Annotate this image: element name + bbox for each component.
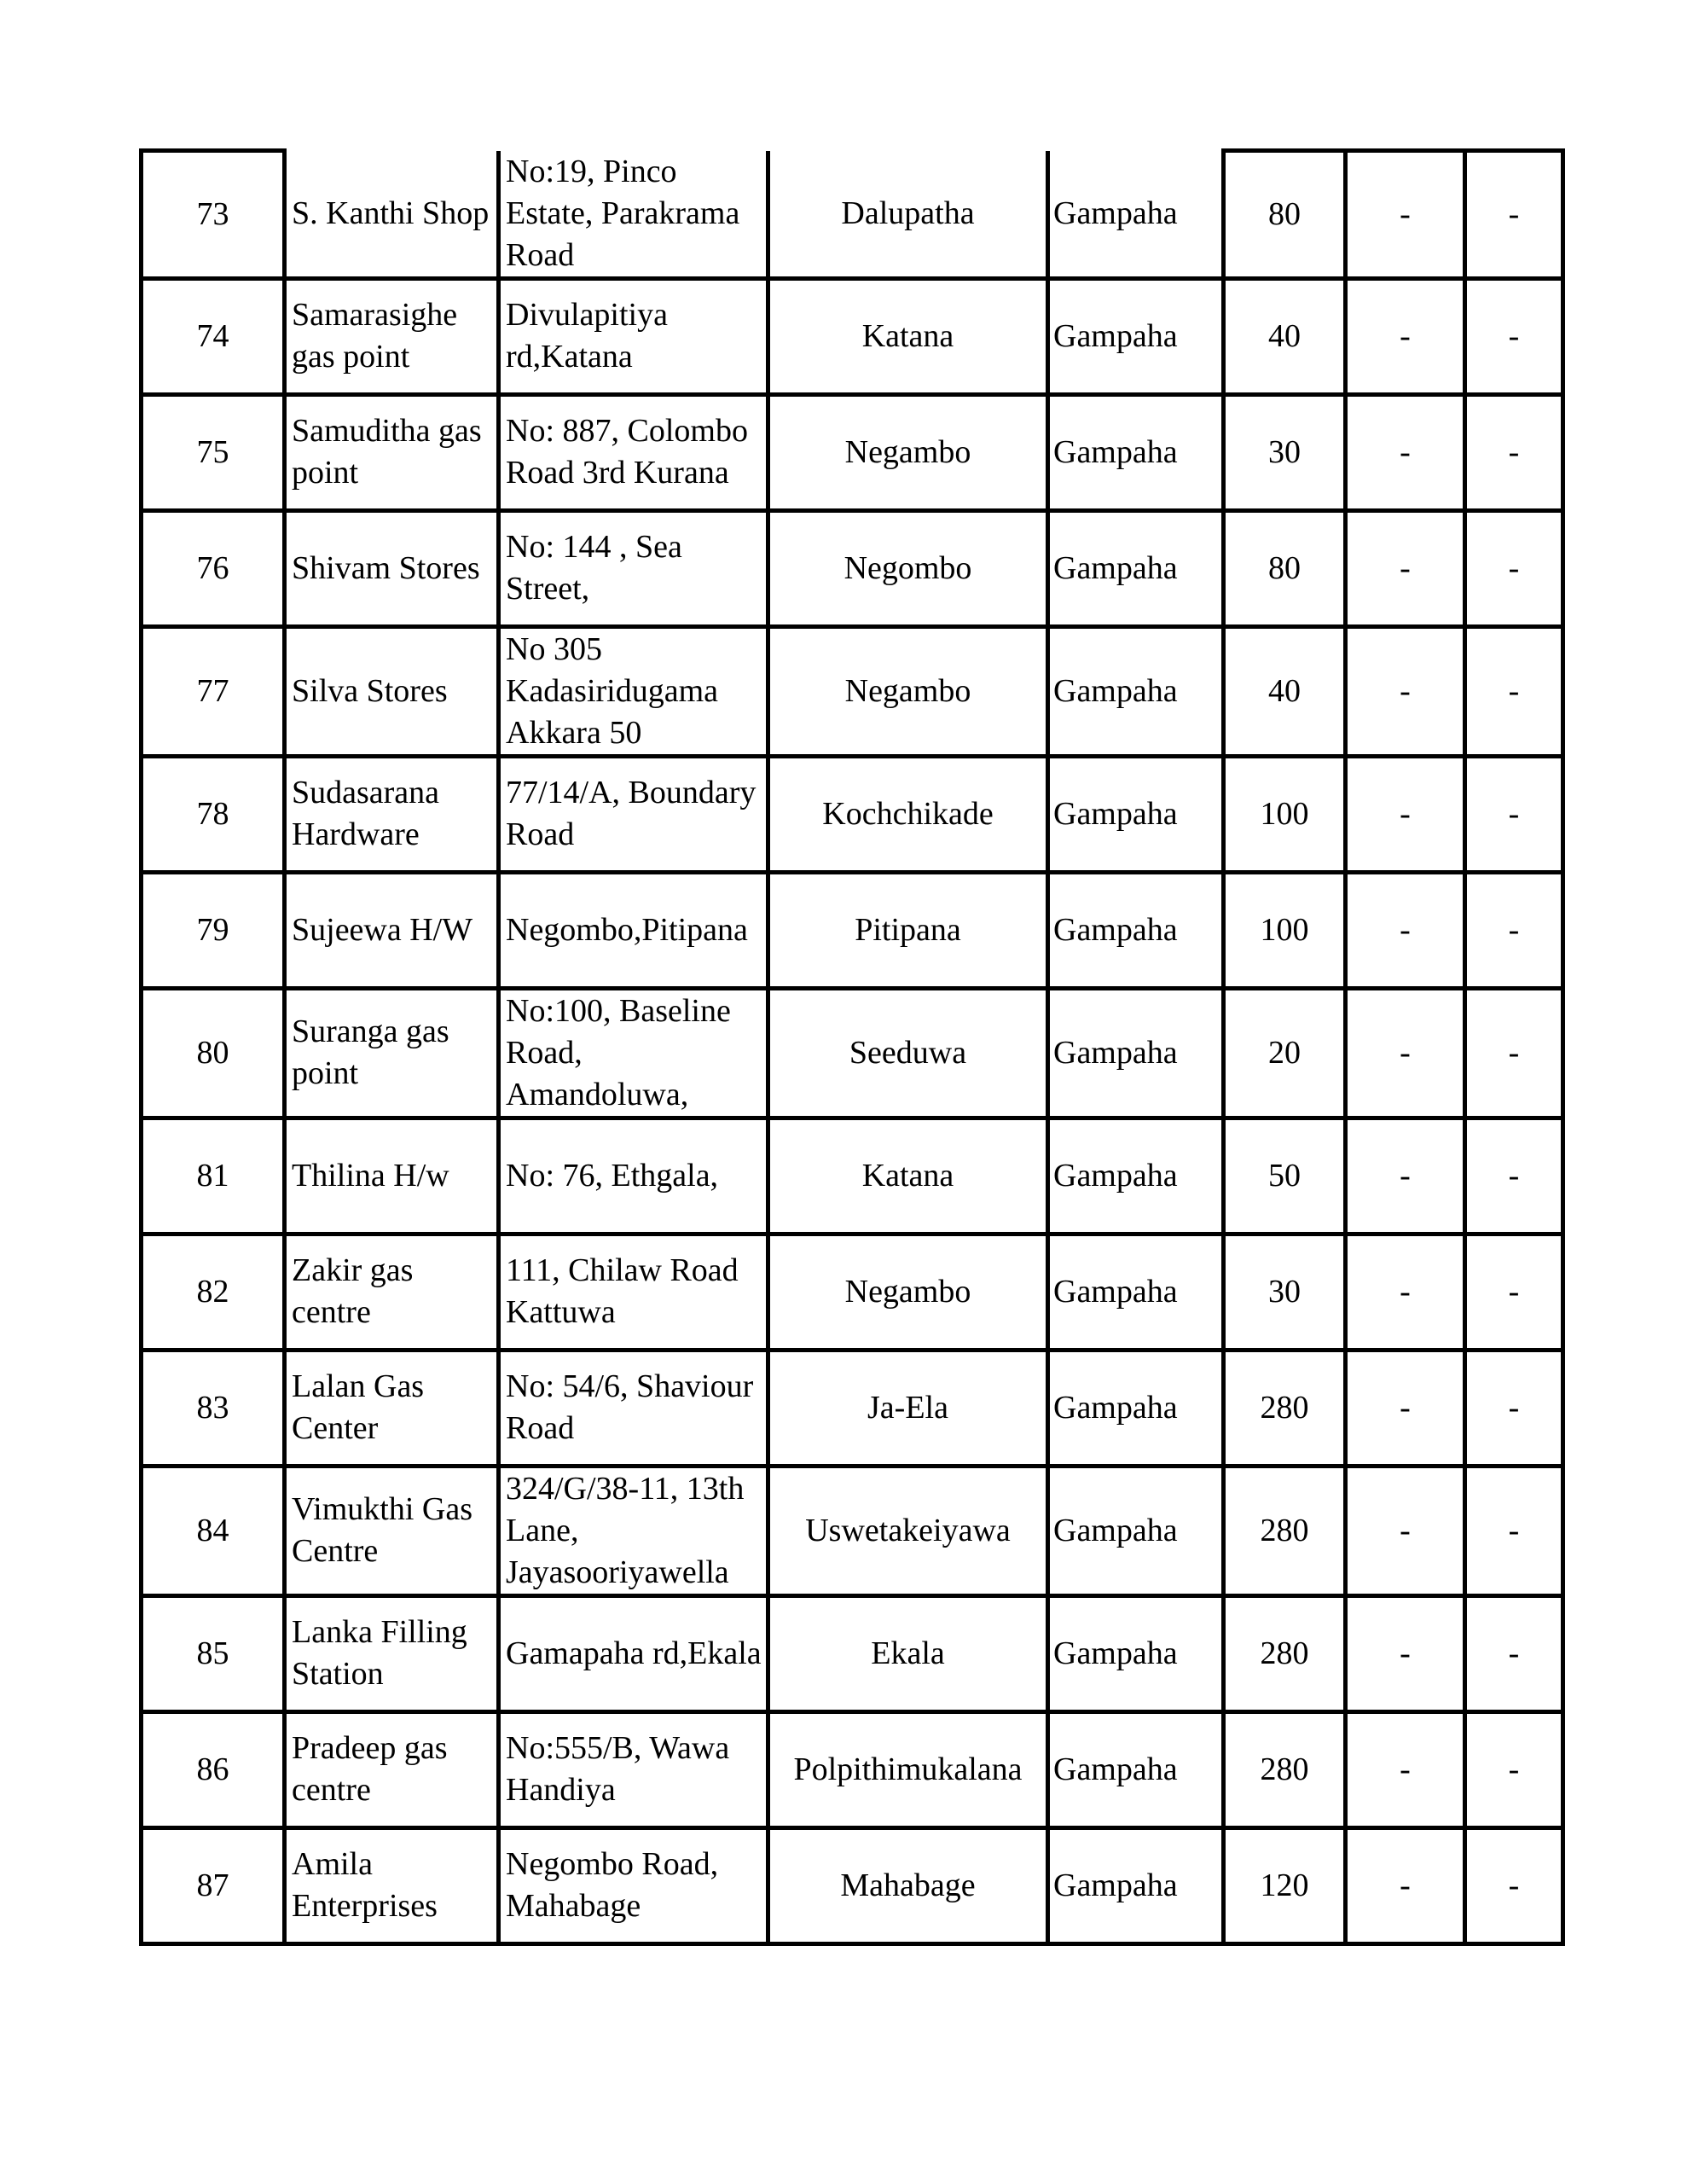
dealer-district: Gampaha: [1053, 549, 1178, 586]
address-cell: [499, 756, 768, 872]
column-7-value: -: [1400, 1512, 1411, 1548]
dealer-address: No:19, Pinco Estate, Parakrama Road: [506, 153, 740, 273]
quantity-cell: [1224, 1118, 1346, 1234]
table-row: [142, 1827, 1563, 1943]
column-7-value: -: [1400, 795, 1411, 832]
table-row: [142, 1118, 1563, 1234]
column-7-value: -: [1400, 1751, 1411, 1787]
row-number-cell: [142, 1118, 285, 1234]
town-cell: [768, 626, 1048, 756]
column-8-cell: [1465, 510, 1563, 626]
row-number: 83: [196, 1389, 229, 1426]
dealer-name: Samuditha gas point: [292, 413, 482, 491]
district-cell: [1048, 1350, 1224, 1466]
column-7-value: -: [1400, 1867, 1411, 1903]
address-cell: [499, 872, 768, 988]
quantity-value: 30: [1268, 1273, 1301, 1310]
dealer-district: Gampaha: [1053, 433, 1178, 470]
address-cell: [499, 278, 768, 394]
address-cell: [499, 151, 768, 279]
table-row: [142, 1234, 1563, 1350]
quantity-value: 40: [1268, 672, 1301, 709]
column-7-cell: [1346, 1118, 1465, 1234]
row-number-cell: [142, 1595, 285, 1711]
dealer-address: Divulapitiya rd,Katana: [506, 297, 668, 375]
row-number: 85: [196, 1635, 229, 1671]
quantity-value: 280: [1260, 1635, 1309, 1671]
column-8-value: -: [1508, 911, 1520, 948]
address-cell: [499, 1350, 768, 1466]
quantity-cell: [1224, 278, 1346, 394]
column-8-cell: [1465, 988, 1563, 1118]
dealer-name: Pradeep gas centre: [292, 1730, 448, 1808]
dealer-name: Lalan Gas Center: [292, 1368, 425, 1446]
address-cell: [499, 1234, 768, 1350]
table-row: [142, 1466, 1563, 1595]
town-cell: [768, 872, 1048, 988]
quantity-value: 280: [1260, 1512, 1309, 1548]
quantity-value: 120: [1260, 1867, 1309, 1903]
column-8-value: -: [1508, 1867, 1520, 1903]
dealer-town: Katana: [861, 1157, 954, 1194]
district-cell: [1048, 1827, 1224, 1943]
town-cell: [768, 1466, 1048, 1595]
address-cell: [499, 1118, 768, 1234]
row-number: 76: [196, 549, 229, 586]
district-cell: [1048, 1711, 1224, 1827]
dealer-name-cell: [285, 151, 499, 279]
address-cell: [499, 1595, 768, 1711]
district-cell: [1048, 756, 1224, 872]
town-cell: [768, 988, 1048, 1118]
row-number: 79: [196, 911, 229, 948]
row-number-cell: [142, 1466, 285, 1595]
dealer-name: Samarasighe gas point: [292, 297, 458, 375]
quantity-value: 50: [1268, 1157, 1301, 1194]
column-8-cell: [1465, 394, 1563, 510]
column-8-value: -: [1508, 1157, 1520, 1194]
dealer-name-cell: [285, 1118, 499, 1234]
dealer-town: Polpithimukalana: [793, 1751, 1023, 1787]
row-number-cell: [142, 1350, 285, 1466]
dealer-district: Gampaha: [1053, 1034, 1178, 1071]
row-number-cell: [142, 872, 285, 988]
column-7-value: -: [1400, 672, 1411, 709]
address-cell: [499, 626, 768, 756]
town-cell: [768, 1595, 1048, 1711]
dealer-town: Pitipana: [855, 911, 961, 948]
district-cell: [1048, 626, 1224, 756]
dealer-name: Zakir gas centre: [292, 1252, 414, 1330]
district-cell: [1048, 1234, 1224, 1350]
dealer-district: Gampaha: [1053, 1157, 1178, 1194]
quantity-value: 100: [1260, 911, 1309, 948]
table-row: [142, 626, 1563, 756]
column-7-cell: [1346, 1711, 1465, 1827]
dealer-town: Kochchikade: [822, 795, 994, 832]
town-cell: [768, 756, 1048, 872]
row-number: 73: [196, 195, 229, 232]
column-7-cell: [1346, 1234, 1465, 1350]
column-7-cell: [1346, 1350, 1465, 1466]
dealer-district: Gampaha: [1053, 1751, 1178, 1787]
column-7-value: -: [1400, 1635, 1411, 1671]
dealer-district: Gampaha: [1053, 195, 1178, 231]
column-8-cell: [1465, 278, 1563, 394]
dealer-address: No 305 Kadasiridugama Akkara 50: [506, 630, 719, 751]
quantity-cell: [1224, 151, 1346, 279]
row-number-cell: [142, 151, 285, 279]
dealer-address: No: 144 , Sea Street,: [506, 529, 682, 607]
district-cell: [1048, 278, 1224, 394]
column-7-value: -: [1400, 549, 1411, 586]
column-8-cell: [1465, 756, 1563, 872]
address-cell: [499, 1827, 768, 1943]
column-8-cell: [1465, 1118, 1563, 1234]
dealer-town: Seeduwa: [849, 1034, 967, 1071]
quantity-cell: [1224, 1350, 1346, 1466]
table-row: [142, 988, 1563, 1118]
column-8-cell: [1465, 626, 1563, 756]
quantity-cell: [1224, 626, 1346, 756]
address-cell: [499, 394, 768, 510]
dealer-name-cell: [285, 278, 499, 394]
district-cell: [1048, 1595, 1224, 1711]
dealer-town: Negambo: [844, 672, 971, 709]
row-number-cell: [142, 1711, 285, 1827]
address-cell: [499, 1466, 768, 1595]
dealer-town: Dalupatha: [841, 195, 975, 231]
column-7-cell: [1346, 1595, 1465, 1711]
dealer-district: Gampaha: [1053, 672, 1178, 709]
column-8-value: -: [1508, 1635, 1520, 1671]
dealer-name-cell: [285, 1350, 499, 1466]
column-8-cell: [1465, 1234, 1563, 1350]
row-number-cell: [142, 278, 285, 394]
dealer-town: Uswetakeiyawa: [805, 1512, 1011, 1548]
column-8-value: -: [1508, 433, 1520, 470]
dealer-district: Gampaha: [1053, 1512, 1178, 1548]
column-8-value: -: [1508, 1034, 1520, 1071]
dealer-name-cell: [285, 1234, 499, 1350]
row-number: 87: [196, 1867, 229, 1903]
dealer-address: No:100, Baseline Road, Amandoluwa,: [506, 992, 731, 1112]
table-row: [142, 756, 1563, 872]
quantity-cell: [1224, 510, 1346, 626]
quantity-cell: [1224, 1827, 1346, 1943]
column-8-cell: [1465, 1350, 1563, 1466]
column-7-cell: [1346, 394, 1465, 510]
town-cell: [768, 1711, 1048, 1827]
column-8-value: -: [1508, 195, 1520, 232]
quantity-cell: [1224, 1466, 1346, 1595]
column-8-cell: [1465, 151, 1563, 279]
town-cell: [768, 1350, 1048, 1466]
dealer-address: Negombo Road, Mahabage: [506, 1846, 719, 1924]
column-7-value: -: [1400, 1389, 1411, 1426]
address-cell: [499, 988, 768, 1118]
row-number: 80: [196, 1034, 229, 1071]
column-7-value: -: [1400, 1157, 1411, 1194]
district-cell: [1048, 872, 1224, 988]
column-7-value: -: [1400, 911, 1411, 948]
dealer-town: Katana: [861, 317, 954, 354]
dealer-district: Gampaha: [1053, 911, 1178, 948]
address-cell: [499, 510, 768, 626]
dealer-name-cell: [285, 872, 499, 988]
quantity-value: 80: [1268, 195, 1301, 232]
column-8-value: -: [1508, 1512, 1520, 1548]
town-cell: [768, 278, 1048, 394]
row-number: 82: [196, 1273, 229, 1310]
town-cell: [768, 1118, 1048, 1234]
column-8-value: -: [1508, 1273, 1520, 1310]
town-cell: [768, 394, 1048, 510]
dealer-name-cell: [285, 1466, 499, 1595]
column-8-value: -: [1508, 1389, 1520, 1426]
dealer-name: Thilina H/w: [292, 1157, 449, 1194]
dealer-address: No: 54/6, Shaviour Road: [506, 1368, 754, 1446]
dealer-name-cell: [285, 510, 499, 626]
dealer-name-cell: [285, 756, 499, 872]
dealer-town: Mahabage: [840, 1867, 976, 1903]
dealer-name: Amila Enterprises: [292, 1846, 438, 1924]
row-number-cell: [142, 394, 285, 510]
dealer-district: Gampaha: [1053, 795, 1178, 832]
quantity-value: 280: [1260, 1389, 1309, 1426]
dealer-name: Sudasarana Hardware: [292, 775, 440, 852]
address-cell: [499, 1711, 768, 1827]
dealer-district: Gampaha: [1053, 1867, 1178, 1903]
table-row: [142, 872, 1563, 988]
column-8-cell: [1465, 1827, 1563, 1943]
dealer-name: Vimukthi Gas Centre: [292, 1491, 472, 1569]
column-7-cell: [1346, 756, 1465, 872]
district-cell: [1048, 394, 1224, 510]
dealer-name-cell: [285, 394, 499, 510]
column-7-value: -: [1400, 1273, 1411, 1310]
column-8-cell: [1465, 1595, 1563, 1711]
column-8-value: -: [1508, 1751, 1520, 1787]
dealer-name: Sujeewa H/W: [292, 911, 473, 948]
district-cell: [1048, 151, 1224, 279]
dealer-district: Gampaha: [1053, 1389, 1178, 1426]
column-7-value: -: [1400, 317, 1411, 354]
town-cell: [768, 1234, 1048, 1350]
dealer-address: Negombo,Pitipana: [506, 911, 748, 948]
column-7-cell: [1346, 1466, 1465, 1595]
dealer-name-cell: [285, 1595, 499, 1711]
table-row: [142, 278, 1563, 394]
row-number: 78: [196, 795, 229, 832]
table-row: [142, 510, 1563, 626]
column-7-value: -: [1400, 433, 1411, 470]
dealer-name: Lanka Filling Station: [292, 1614, 467, 1692]
dealer-address: 111, Chilaw Road Kattuwa: [506, 1252, 739, 1330]
dealer-district: Gampaha: [1053, 1635, 1178, 1671]
row-number: 81: [196, 1157, 229, 1194]
quantity-value: 40: [1268, 317, 1301, 354]
dealer-name-cell: [285, 626, 499, 756]
town-cell: [768, 510, 1048, 626]
quantity-value: 80: [1268, 549, 1301, 586]
dealer-town: Negambo: [844, 1273, 971, 1310]
town-cell: [768, 1827, 1048, 1943]
dealer-table-body: [142, 151, 1563, 1944]
town-cell: [768, 151, 1048, 279]
dealer-name: Shivam Stores: [292, 549, 480, 586]
table-row: [142, 1595, 1563, 1711]
dealer-name-cell: [285, 1711, 499, 1827]
dealer-name: Silva Stores: [292, 672, 448, 709]
quantity-cell: [1224, 394, 1346, 510]
column-8-value: -: [1508, 672, 1520, 709]
district-cell: [1048, 988, 1224, 1118]
quantity-cell: [1224, 1234, 1346, 1350]
column-7-value: -: [1400, 195, 1411, 232]
dealer-address: Gamapaha rd,Ekala: [506, 1635, 762, 1671]
column-8-value: -: [1508, 549, 1520, 586]
column-8-value: -: [1508, 795, 1520, 832]
dealer-district: Gampaha: [1053, 1273, 1178, 1310]
row-number-cell: [142, 626, 285, 756]
dealer-name-cell: [285, 988, 499, 1118]
row-number: 77: [196, 672, 229, 709]
column-7-cell: [1346, 626, 1465, 756]
row-number: 75: [196, 433, 229, 470]
dealer-table: [139, 148, 1565, 1946]
table-row: [142, 151, 1563, 279]
quantity-cell: [1224, 872, 1346, 988]
column-7-value: -: [1400, 1034, 1411, 1071]
quantity-cell: [1224, 756, 1346, 872]
column-7-cell: [1346, 872, 1465, 988]
table-row: [142, 394, 1563, 510]
dealer-district: Gampaha: [1053, 317, 1178, 354]
column-7-cell: [1346, 1827, 1465, 1943]
column-7-cell: [1346, 278, 1465, 394]
quantity-cell: [1224, 1595, 1346, 1711]
column-8-cell: [1465, 1466, 1563, 1595]
quantity-value: 20: [1268, 1034, 1301, 1071]
district-cell: [1048, 1466, 1224, 1595]
dealer-address: 324/G/38-11, 13th Lane, Jayasooriyawella: [506, 1470, 745, 1590]
column-8-cell: [1465, 872, 1563, 988]
dealer-name: Suranga gas point: [292, 1014, 449, 1091]
column-8-cell: [1465, 1711, 1563, 1827]
row-number-cell: [142, 756, 285, 872]
dealer-town: Negambo: [844, 433, 971, 470]
row-number: 74: [196, 317, 229, 354]
quantity-value: 100: [1260, 795, 1309, 832]
district-cell: [1048, 510, 1224, 626]
dealer-address: No: 887, Colombo Road 3rd Kurana: [506, 413, 748, 491]
row-number: 86: [196, 1751, 229, 1787]
column-7-cell: [1346, 510, 1465, 626]
dealer-name: S. Kanthi Shop: [292, 195, 490, 231]
dealer-address: 77/14/A, Boundary Road: [506, 775, 757, 852]
dealer-address: No: 76, Ethgala,: [506, 1157, 719, 1194]
dealer-address: No:555/B, Wawa Handiya: [506, 1730, 730, 1808]
dealer-name-cell: [285, 1827, 499, 1943]
table-row: [142, 1711, 1563, 1827]
quantity-cell: [1224, 1711, 1346, 1827]
dealer-town: Ja-Ela: [867, 1389, 948, 1426]
dealer-town: Negombo: [844, 549, 972, 586]
dealer-town: Ekala: [871, 1635, 945, 1671]
table-row: [142, 1350, 1563, 1466]
row-number-cell: [142, 988, 285, 1118]
row-number: 84: [196, 1512, 229, 1548]
column-8-value: -: [1508, 317, 1520, 354]
quantity-value: 280: [1260, 1751, 1309, 1787]
column-7-cell: [1346, 151, 1465, 279]
row-number-cell: [142, 1234, 285, 1350]
quantity-value: 30: [1268, 433, 1301, 470]
column-7-cell: [1346, 988, 1465, 1118]
district-cell: [1048, 1118, 1224, 1234]
row-number-cell: [142, 510, 285, 626]
row-number-cell: [142, 1827, 285, 1943]
quantity-cell: [1224, 988, 1346, 1118]
